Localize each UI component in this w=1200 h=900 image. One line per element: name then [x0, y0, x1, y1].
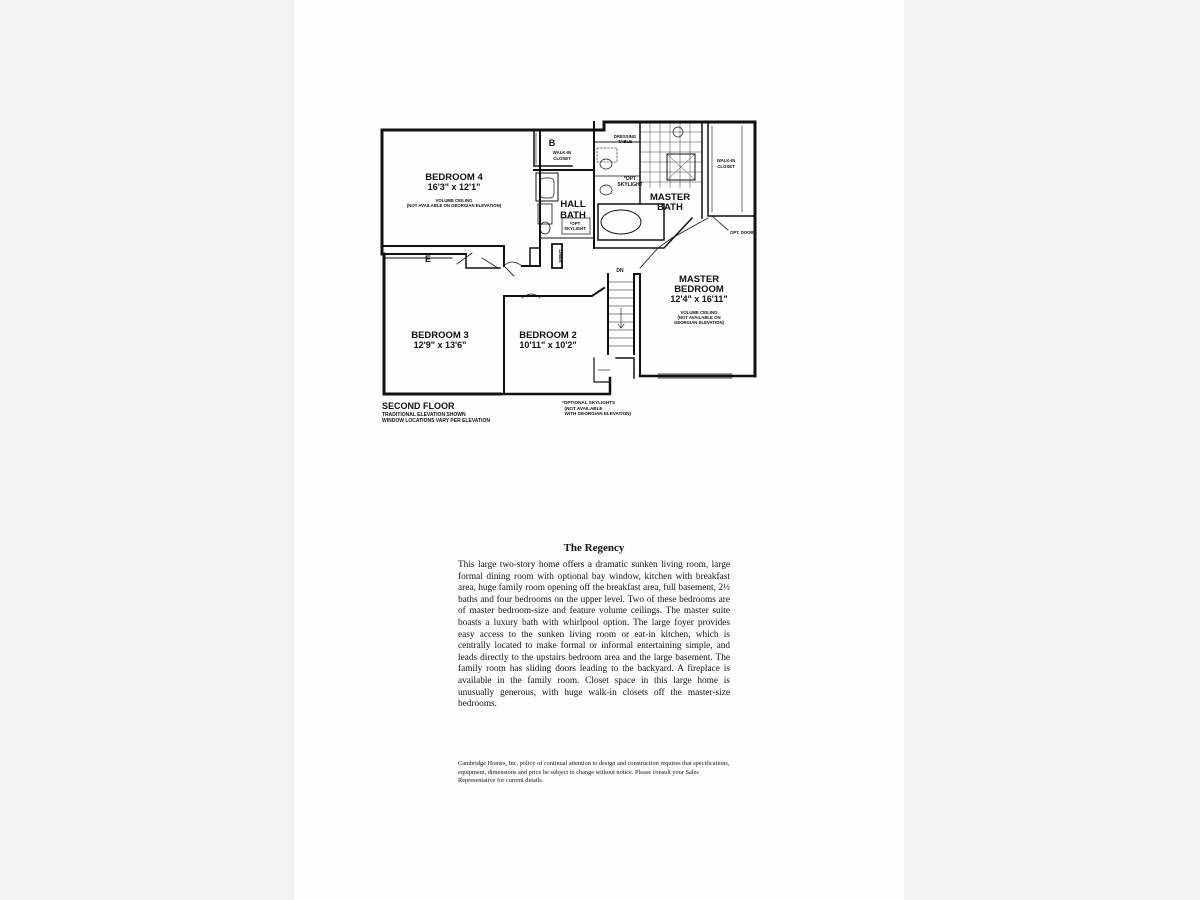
stair-dn-label: DN	[616, 268, 624, 274]
hall-bath-name: HALL	[560, 199, 586, 210]
master-bedroom-name: MASTER	[678, 274, 720, 285]
dressing-table-label-2: TABLE	[617, 139, 633, 144]
bedroom4-note: VOLUME CEILING	[435, 198, 473, 203]
disclaimer: Cambridge Homes, Inc. policy of continual attention to design and construction requires that specifications, equipment, dimensions and price be subject to change without notice. Please consult your Sales Representative for current details.	[458, 760, 730, 785]
master-bedroom-size: 12'4" x 16'11"	[670, 294, 728, 304]
bedroom3-name: BEDROOM 3	[411, 330, 469, 341]
floor-title: SECOND FLOOR	[382, 401, 455, 411]
closet-mark-e: E	[424, 254, 432, 264]
opt-door-label: OPT. DOOR	[730, 230, 754, 235]
opt-skylight-label-2: SKYLIGHT	[617, 182, 643, 188]
bedroom4-size: 16'3" x 12'1"	[427, 182, 481, 192]
master-bedroom-note-3: GEORGIAN ELEVATION)	[674, 320, 724, 325]
master-bath-name: MASTER	[649, 192, 691, 203]
dressing-table-label: DRESSING	[613, 134, 637, 139]
walk-in-closet-right-2: CLOSET	[717, 164, 735, 169]
linen-label: LINEN	[558, 249, 563, 263]
model-description: This large two-story home offers a dramatic sunken living room, large formal dining room with optional bay window, kitchen with breakfast area, huge family room opening off the breakfast area, full basement, 2½ baths and four bedrooms on the upper level. Two of these bedrooms are of master bedroom-size and feature volume ceilings. The master suite boasts a luxury bath with whirlpool option. The large foyer provides easy access to the sunken living room or eat-in kitchen, which is centrally located to make formal or informal entertaining simple, and leads directly to the upstairs bedroom area and the large basement. The family room has sliding doors leading to the backyard. A fireplace is available in the family room. Closet space in this large home is unusually generous, with huge walk-in closets off the master-size bedrooms.	[458, 560, 730, 710]
opt-skylight-label: *OPT	[623, 176, 637, 182]
hall-bath-skylight-2: SKYLIGHT	[564, 226, 586, 231]
master-bedroom-name-2: BEDROOM	[674, 284, 724, 295]
model-title: The Regency	[563, 542, 625, 554]
closet-mark-b: B	[548, 138, 556, 148]
hall-bath-skylight: *OPT	[569, 221, 581, 226]
walk-in-closet-left-2: CLOSET	[553, 156, 571, 161]
floor-subtitle: TRADITIONAL ELEVATION SHOWN	[382, 412, 466, 418]
walk-in-closet-right: WALK-IN	[716, 158, 736, 163]
master-bedroom-note: VOLUME CEILING	[680, 310, 718, 315]
master-bath-name-2: BATH	[657, 202, 683, 213]
bedroom4-note-2: (NOT AVAILABLE ON GEORGIAN ELEVATION)	[406, 203, 502, 208]
bedroom2-size: 10'11" x 10'2"	[519, 340, 577, 350]
skylight-footnote: *OPTIONAL SKYLIGHTS (NOT AVAILABLE WITH GEORGIAN ELEVATION)	[562, 400, 631, 417]
bedroom2-name: BEDROOM 2	[519, 330, 577, 341]
floor-subtitle-2: WINDOW LOCATIONS VARY PER ELEVATION	[382, 418, 490, 424]
hall-bath-name-2: BATH	[560, 210, 586, 221]
bedroom4-name: BEDROOM 4	[425, 172, 483, 183]
master-bedroom-note-2: (NOT AVAILABLE ON	[677, 315, 721, 320]
second-floor-plan	[372, 118, 772, 430]
bedroom3-size: 12'9" x 13'6"	[413, 340, 467, 350]
walk-in-closet-left: WALK-IN	[552, 150, 572, 155]
